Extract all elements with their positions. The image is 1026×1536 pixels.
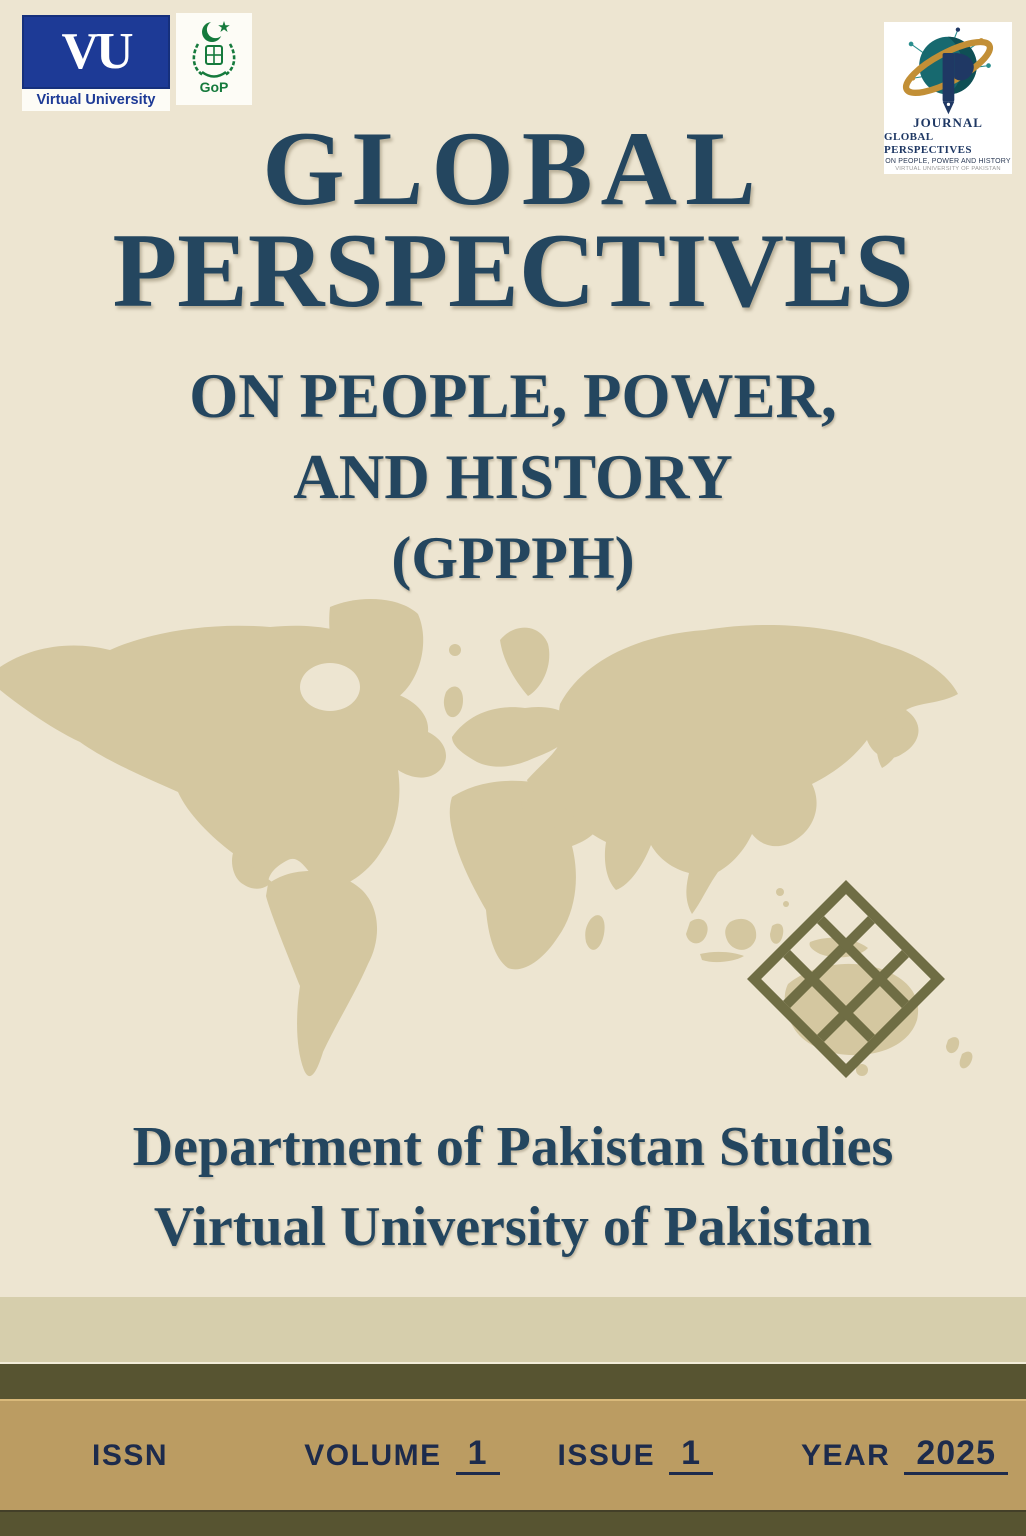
volume-value: 1 (456, 1436, 500, 1476)
department-name: Department of Pakistan Studies (132, 1116, 894, 1178)
olive-band-top (0, 1362, 1026, 1401)
journal-logo-line3: ON PEOPLE, POWER AND HISTORY (885, 158, 1011, 166)
journal-logo-line2: GLOBAL PERSPECTIVES (884, 131, 972, 157)
issue-value: 1 (669, 1436, 713, 1476)
issn-label: ISSN (92, 1438, 169, 1472)
olive-band-bottom (0, 1510, 1026, 1536)
vu-caption-strip (22, 89, 170, 111)
university-name: Virtual University of Pakistan (153, 1195, 873, 1258)
year-label: YEAR (801, 1438, 891, 1472)
year-value: 2025 (904, 1436, 1008, 1476)
issue-label: ISSUE (557, 1438, 656, 1472)
vu-caption: Virtual University (36, 92, 156, 108)
page-title (0, 110, 1026, 329)
vu-logo-box (22, 15, 170, 89)
journal-logo-line4: VIRTUAL UNIVERSITY OF PAKISTAN (895, 166, 1001, 173)
journal-acronym: (GPPPH) (391, 525, 635, 591)
page-subtitle (0, 356, 1026, 517)
issue-group (557, 1433, 713, 1476)
beige-band (0, 1297, 1026, 1362)
vu-monogram: VU (61, 23, 131, 80)
gop-emblem-icon (184, 17, 244, 81)
journal-logo-line1: JOURNAL (913, 115, 983, 131)
gop-caption: GoP (199, 79, 229, 95)
volume-group (304, 1433, 499, 1476)
vu-logo (22, 15, 170, 111)
title-line2: PERSPECTIVES (112, 211, 914, 329)
title-line1: GLOBAL (262, 110, 764, 227)
footer-row (92, 1433, 1008, 1476)
subtitle-line2: AND HISTORY (293, 441, 733, 512)
journal-globe-icon (896, 26, 1000, 116)
year-group (801, 1433, 1008, 1476)
subtitle-line1: ON PEOPLE, POWER, (189, 361, 837, 431)
gop-logo (176, 13, 252, 105)
footer-bar (0, 1401, 1026, 1510)
publisher-block (0, 1108, 1026, 1267)
volume-label: VOLUME (304, 1438, 442, 1472)
